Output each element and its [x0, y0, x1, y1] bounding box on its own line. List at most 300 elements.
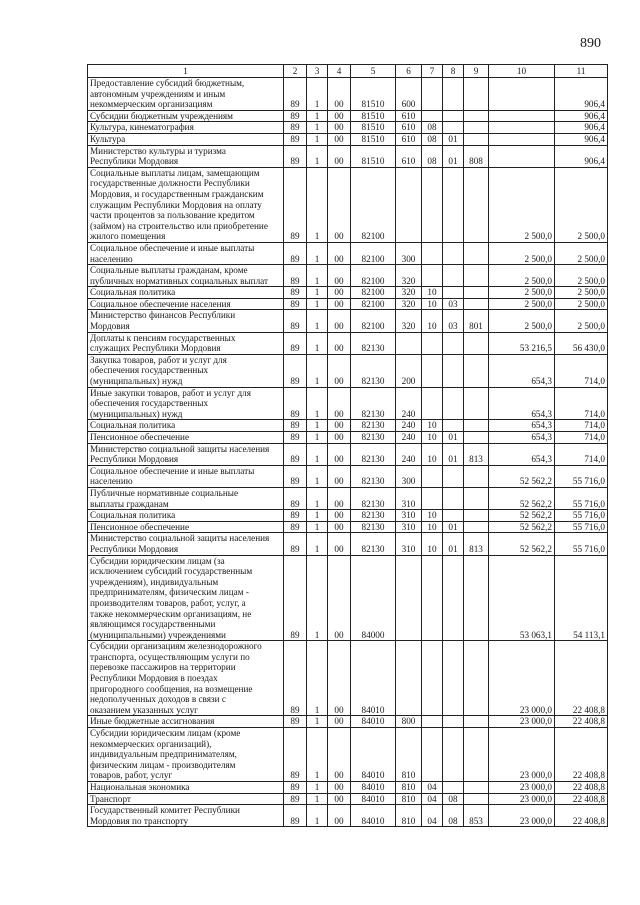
row-name-cell: Социальная политика: [88, 287, 284, 299]
table-cell: 81510: [351, 78, 396, 111]
table-cell: 813: [464, 533, 489, 555]
table-cell: 08: [443, 805, 464, 827]
table-row: [88, 641, 608, 716]
table-cell: 320: [396, 265, 422, 287]
table-cell: 2 500,0: [489, 298, 555, 310]
table-cell: 610: [396, 133, 422, 145]
table-cell: [422, 78, 443, 111]
table-cell: 89: [284, 533, 307, 555]
table-cell: [443, 265, 464, 287]
table-cell: 82130: [351, 510, 396, 522]
table-cell: 1: [307, 641, 328, 716]
table-cell: 89: [284, 133, 307, 145]
table-cell: 10: [422, 420, 443, 432]
table-row: [88, 298, 608, 310]
table-cell: 714,0: [555, 354, 608, 387]
table-cell: 10: [422, 521, 443, 533]
table-cell: [396, 332, 422, 354]
row-name-cell: Социальные выплаты лицам, замещающим государственные должности Республики Мордовия, и государственным гражданским служащим Республики Мордовия на оплату части процентов за пользование кредитом (займом) на строительство или приобретение жилого помещения: [88, 167, 284, 242]
table-cell: 82100: [351, 242, 396, 264]
column-header-5: 5: [351, 65, 396, 78]
table-cell: 10: [422, 310, 443, 332]
table-row: [88, 420, 608, 432]
table-cell: [443, 387, 464, 420]
table-cell: 00: [328, 555, 351, 641]
table-cell: 81510: [351, 133, 396, 145]
table-cell: 00: [328, 443, 351, 465]
table-cell: [422, 641, 443, 716]
table-cell: 08: [422, 133, 443, 145]
table-cell: 00: [328, 78, 351, 111]
table-cell: [464, 287, 489, 299]
table-cell: 1: [307, 420, 328, 432]
table-cell: 654,3: [489, 354, 555, 387]
table-row: [88, 354, 608, 387]
table-cell: [464, 332, 489, 354]
table-cell: 1: [307, 432, 328, 444]
table-cell: [464, 510, 489, 522]
table-cell: 808: [464, 145, 489, 167]
table-cell: 84010: [351, 793, 396, 805]
row-name-cell: Социальное обеспечение и иные выплаты населению: [88, 242, 284, 264]
table-cell: 1: [307, 555, 328, 641]
table-cell: 84010: [351, 782, 396, 794]
table-cell: 01: [443, 133, 464, 145]
table-cell: [464, 133, 489, 145]
table-cell: 801: [464, 310, 489, 332]
table-cell: [464, 782, 489, 794]
table-cell: 1: [307, 521, 328, 533]
table-cell: 2 500,0: [489, 265, 555, 287]
table-cell: 23 000,0: [489, 793, 555, 805]
table-cell: 82130: [351, 420, 396, 432]
table-cell: [464, 465, 489, 487]
table-cell: 82130: [351, 487, 396, 509]
table-cell: [396, 641, 422, 716]
table-cell: 89: [284, 805, 307, 827]
table-cell: 00: [328, 793, 351, 805]
table-cell: 23 000,0: [489, 805, 555, 827]
table-cell: 1: [307, 145, 328, 167]
table-cell: 200: [396, 354, 422, 387]
table-cell: [464, 110, 489, 122]
table-cell: [443, 716, 464, 728]
table-cell: [489, 110, 555, 122]
row-name-cell: Иные закупки товаров, работ и услуг для обеспечения государственных (муниципальных) нужд: [88, 387, 284, 420]
table-cell: [443, 420, 464, 432]
table-cell: 654,3: [489, 420, 555, 432]
table-cell: 906,4: [555, 133, 608, 145]
table-cell: [443, 122, 464, 134]
page-number: 890: [580, 36, 601, 51]
table-cell: 320: [396, 298, 422, 310]
table-cell: 00: [328, 332, 351, 354]
table-cell: [396, 555, 422, 641]
table-cell: 2 500,0: [489, 167, 555, 242]
table-cell: 1: [307, 533, 328, 555]
table-cell: 53 063,1: [489, 555, 555, 641]
table-cell: 52 562,2: [489, 510, 555, 522]
table-cell: 52 562,2: [489, 521, 555, 533]
table-row: [88, 145, 608, 167]
table-cell: 23 000,0: [489, 728, 555, 782]
table-cell: [443, 465, 464, 487]
table-cell: 84010: [351, 805, 396, 827]
table-row: [88, 332, 608, 354]
table-row: [88, 521, 608, 533]
table-cell: [464, 420, 489, 432]
table-header-row: [88, 65, 608, 78]
table-cell: 00: [328, 510, 351, 522]
row-name-cell: Пенсионное обеспечение: [88, 432, 284, 444]
table-cell: [464, 716, 489, 728]
table-cell: 800: [396, 716, 422, 728]
table-cell: 82130: [351, 533, 396, 555]
table-cell: [464, 793, 489, 805]
table-cell: 1: [307, 782, 328, 794]
table-cell: 2 500,0: [555, 298, 608, 310]
table-cell: 82100: [351, 287, 396, 299]
table-cell: [464, 167, 489, 242]
table-cell: 22 408,8: [555, 805, 608, 827]
table-cell: [464, 242, 489, 264]
row-name-cell: Министерство социальной защиты населения Республики Мордовия: [88, 443, 284, 465]
table-cell: 00: [328, 145, 351, 167]
table-cell: [443, 555, 464, 641]
table-row: [88, 287, 608, 299]
table-cell: [422, 465, 443, 487]
table-cell: [464, 78, 489, 111]
table-cell: 53 216,5: [489, 332, 555, 354]
table-cell: 89: [284, 487, 307, 509]
row-name-cell: Публичные нормативные социальные выплаты гражданам: [88, 487, 284, 509]
table-cell: 89: [284, 354, 307, 387]
table-cell: [443, 287, 464, 299]
row-name-cell: Министерство культуры и туризма Республики Мордовия: [88, 145, 284, 167]
table-cell: [443, 641, 464, 716]
table-cell: [464, 728, 489, 782]
table-cell: 810: [396, 793, 422, 805]
table-cell: [464, 298, 489, 310]
table-row: [88, 110, 608, 122]
table-cell: 320: [396, 310, 422, 332]
table-cell: 654,3: [489, 443, 555, 465]
table-cell: 89: [284, 387, 307, 420]
table-cell: [443, 728, 464, 782]
table-cell: 00: [328, 387, 351, 420]
table-cell: 89: [284, 465, 307, 487]
table-cell: [422, 332, 443, 354]
table-cell: 2 500,0: [555, 287, 608, 299]
table-cell: [464, 487, 489, 509]
table-cell: [489, 122, 555, 134]
table-cell: 1: [307, 332, 328, 354]
table-cell: [489, 133, 555, 145]
table-row: [88, 310, 608, 332]
table-cell: 55 716,0: [555, 533, 608, 555]
table-cell: 22 408,8: [555, 782, 608, 794]
table-row: [88, 265, 608, 287]
table-cell: [464, 122, 489, 134]
table-cell: 10: [422, 298, 443, 310]
table-cell: 82130: [351, 465, 396, 487]
budget-table: [87, 64, 608, 827]
table-cell: 10: [422, 533, 443, 555]
table-cell: 82130: [351, 432, 396, 444]
table-cell: 89: [284, 298, 307, 310]
column-header-8: 8: [443, 65, 464, 78]
table-row: [88, 533, 608, 555]
table-cell: 1: [307, 310, 328, 332]
table-cell: 89: [284, 265, 307, 287]
table-cell: 89: [284, 443, 307, 465]
table-cell: [443, 332, 464, 354]
table-cell: 714,0: [555, 420, 608, 432]
table-cell: 04: [422, 793, 443, 805]
table-cell: 906,4: [555, 78, 608, 111]
table-cell: 240: [396, 432, 422, 444]
table-cell: 03: [443, 310, 464, 332]
table-cell: 1: [307, 465, 328, 487]
row-name-cell: Национальная экономика: [88, 782, 284, 794]
table-cell: 1: [307, 122, 328, 134]
table-cell: 810: [396, 782, 422, 794]
table-cell: 00: [328, 465, 351, 487]
table-cell: 84000: [351, 555, 396, 641]
table-cell: 00: [328, 432, 351, 444]
table-cell: [443, 510, 464, 522]
table-cell: [489, 78, 555, 111]
row-name-cell: Субсидии организациям железнодорожного транспорта, осуществляющим услуги по перевозке пассажиров на территории Республики Мордовия в поездах пригородного сообщения, на возмещение недополученных доходов в связи с оказанием указанных услуг: [88, 641, 284, 716]
table-cell: 00: [328, 354, 351, 387]
table-cell: 55 716,0: [555, 510, 608, 522]
table-cell: 1: [307, 354, 328, 387]
table-cell: 22 408,8: [555, 641, 608, 716]
table-cell: [443, 354, 464, 387]
row-name-cell: Социальное обеспечение и иные выплаты населению: [88, 465, 284, 487]
table-cell: 89: [284, 287, 307, 299]
table-cell: 240: [396, 420, 422, 432]
table-cell: 89: [284, 167, 307, 242]
table-cell: 1: [307, 298, 328, 310]
row-name-cell: Субсидии юридическим лицам (за исключением субсидий государственным учреждениям), индивидуальным предпринимателям, физическим лицам - производителям товаров, работ, услуг, а также некоммерческим организациям, не являющимся государственными (муниципальными) учреждениями: [88, 555, 284, 641]
table-cell: 810: [396, 728, 422, 782]
table-cell: 2 500,0: [555, 167, 608, 242]
table-cell: 1: [307, 728, 328, 782]
table-cell: 89: [284, 78, 307, 111]
table-cell: 1: [307, 443, 328, 465]
table-row: [88, 387, 608, 420]
table-cell: [464, 521, 489, 533]
table-cell: 813: [464, 443, 489, 465]
table-cell: 89: [284, 332, 307, 354]
table-cell: 00: [328, 641, 351, 716]
table-cell: 1: [307, 242, 328, 264]
table-cell: 04: [422, 782, 443, 794]
row-name-cell: Транспорт: [88, 793, 284, 805]
table-row: [88, 793, 608, 805]
table-cell: 82100: [351, 265, 396, 287]
table-cell: 22 408,8: [555, 793, 608, 805]
table-cell: 00: [328, 298, 351, 310]
table-cell: 01: [443, 443, 464, 465]
table-cell: 00: [328, 487, 351, 509]
table-cell: 01: [443, 432, 464, 444]
table-cell: 00: [328, 133, 351, 145]
table-cell: 82130: [351, 332, 396, 354]
table-cell: 300: [396, 465, 422, 487]
table-cell: 23 000,0: [489, 641, 555, 716]
table-cell: 81510: [351, 110, 396, 122]
table-cell: 610: [396, 122, 422, 134]
table-cell: 600: [396, 78, 422, 111]
table-cell: 84010: [351, 728, 396, 782]
column-header-6: 6: [396, 65, 422, 78]
table-cell: 82100: [351, 310, 396, 332]
table-cell: 22 408,8: [555, 716, 608, 728]
table-cell: 00: [328, 805, 351, 827]
table-cell: 89: [284, 782, 307, 794]
table-cell: 89: [284, 641, 307, 716]
table-cell: 52 562,2: [489, 533, 555, 555]
table-cell: 2 500,0: [489, 287, 555, 299]
table-cell: 310: [396, 487, 422, 509]
table-cell: 54 113,1: [555, 555, 608, 641]
table-cell: 10: [422, 287, 443, 299]
table-cell: [422, 716, 443, 728]
table-cell: 55 716,0: [555, 521, 608, 533]
table-cell: [422, 354, 443, 387]
table-row: [88, 242, 608, 264]
table-cell: 320: [396, 287, 422, 299]
table-row: [88, 805, 608, 827]
table-cell: 714,0: [555, 432, 608, 444]
table-row: [88, 465, 608, 487]
row-name-cell: Социальное обеспечение населения: [88, 298, 284, 310]
table-cell: [464, 432, 489, 444]
table-row: [88, 122, 608, 134]
table-cell: 56 430,0: [555, 332, 608, 354]
table-cell: 08: [422, 145, 443, 167]
table-cell: 654,3: [489, 432, 555, 444]
table-cell: 82100: [351, 167, 396, 242]
table-cell: 00: [328, 716, 351, 728]
table-cell: 89: [284, 122, 307, 134]
row-name-cell: Государственный комитет Республики Мордовия по транспорту: [88, 805, 284, 827]
table-cell: [464, 265, 489, 287]
table-cell: 82100: [351, 298, 396, 310]
row-name-cell: Культура, кинематография: [88, 122, 284, 134]
table-cell: 310: [396, 510, 422, 522]
table-cell: [396, 167, 422, 242]
column-header-10: 10: [489, 65, 555, 78]
table-cell: 84010: [351, 641, 396, 716]
table-cell: 240: [396, 387, 422, 420]
table-cell: 55 716,0: [555, 465, 608, 487]
table-cell: 810: [396, 805, 422, 827]
table-cell: 81510: [351, 145, 396, 167]
table-row: [88, 510, 608, 522]
table-cell: [422, 265, 443, 287]
table-row: [88, 487, 608, 509]
table-cell: 610: [396, 145, 422, 167]
table-cell: [443, 78, 464, 111]
table-cell: 300: [396, 242, 422, 264]
row-name-cell: Субсидии юридическим лицам (кроме некоммерческих организаций), индивидуальным предпринимателям, физическим лицам - производителям товаров, работ, услуг: [88, 728, 284, 782]
table-cell: [489, 145, 555, 167]
row-name-cell: Культура: [88, 133, 284, 145]
table-cell: 10: [422, 510, 443, 522]
table-cell: 1: [307, 510, 328, 522]
row-name-cell: Социальная политика: [88, 420, 284, 432]
table-cell: 00: [328, 287, 351, 299]
table-cell: 1: [307, 133, 328, 145]
table-cell: 82130: [351, 521, 396, 533]
table-cell: 89: [284, 242, 307, 264]
column-header-2: 2: [284, 65, 307, 78]
table-cell: 89: [284, 145, 307, 167]
row-name-cell: Министерство финансов Республики Мордовия: [88, 310, 284, 332]
table-cell: [443, 782, 464, 794]
table-cell: 08: [422, 122, 443, 134]
table-row: [88, 133, 608, 145]
table-cell: [422, 387, 443, 420]
table-cell: 906,4: [555, 122, 608, 134]
table-cell: 906,4: [555, 110, 608, 122]
table-cell: [422, 167, 443, 242]
table-cell: 00: [328, 420, 351, 432]
table-cell: 23 000,0: [489, 782, 555, 794]
table-cell: 81510: [351, 122, 396, 134]
table-cell: 00: [328, 122, 351, 134]
row-name-cell: Министерство социальной защиты населения Республики Мордовия: [88, 533, 284, 555]
table-cell: 84010: [351, 716, 396, 728]
table-row: [88, 716, 608, 728]
row-name-cell: Иные бюджетные ассигнования: [88, 716, 284, 728]
table-row: [88, 443, 608, 465]
table-cell: 1: [307, 716, 328, 728]
table-row: [88, 782, 608, 794]
table-cell: 89: [284, 510, 307, 522]
table-cell: 1: [307, 110, 328, 122]
table-cell: [422, 110, 443, 122]
row-name-cell: Социальные выплаты гражданам, кроме публичных нормативных социальных выплат: [88, 265, 284, 287]
table-cell: 2 500,0: [555, 242, 608, 264]
table-cell: 00: [328, 782, 351, 794]
table-cell: 1: [307, 387, 328, 420]
table-cell: 1: [307, 167, 328, 242]
table-cell: 00: [328, 110, 351, 122]
table-cell: 82130: [351, 354, 396, 387]
table-cell: 01: [443, 533, 464, 555]
table-cell: 853: [464, 805, 489, 827]
table-cell: 89: [284, 716, 307, 728]
table-cell: [443, 110, 464, 122]
table-cell: 01: [443, 145, 464, 167]
table-cell: 00: [328, 265, 351, 287]
table-cell: [422, 487, 443, 509]
table-cell: 89: [284, 555, 307, 641]
column-header-7: 7: [422, 65, 443, 78]
table-cell: 1: [307, 487, 328, 509]
table-cell: 654,3: [489, 387, 555, 420]
table-cell: [443, 242, 464, 264]
table-cell: 00: [328, 310, 351, 332]
table-cell: 1: [307, 265, 328, 287]
table-cell: 1: [307, 78, 328, 111]
row-name-cell: Субсидии бюджетным учреждениям: [88, 110, 284, 122]
table-cell: 2 500,0: [555, 265, 608, 287]
